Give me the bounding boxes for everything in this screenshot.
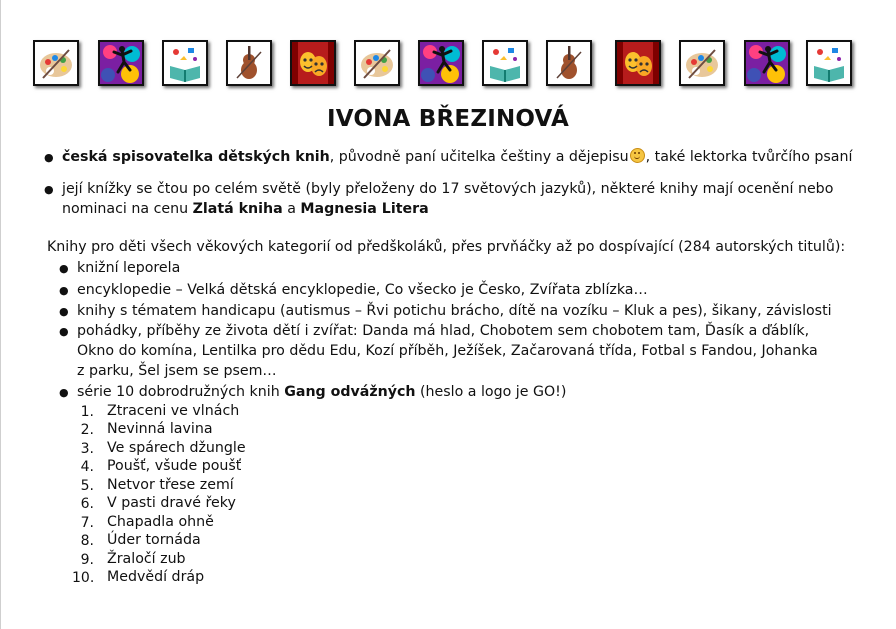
series-number: 9. <box>80 552 94 568</box>
series-title: V pasti dravé řeky <box>107 495 236 511</box>
list-item: knižní leporela <box>77 260 181 276</box>
list-item-line: z parku, Šel jsem se psem… <box>77 363 277 379</box>
series-title: Poušť, všude poušť <box>107 458 242 474</box>
bullet-dot: ● <box>59 305 69 318</box>
violin-icon <box>546 40 592 86</box>
series-number: 7. <box>80 515 94 531</box>
list-item <box>77 383 566 402</box>
bullet-dot: ● <box>59 284 69 297</box>
dancer-icon <box>418 40 464 86</box>
list-text: série 10 dobrodružných knih <box>77 384 285 400</box>
series-title: Ztraceni ve vlnách <box>107 403 240 419</box>
series-number: 5. <box>80 478 94 494</box>
award-name: Zlatá kniha <box>192 201 283 217</box>
series-title: Netvor třese zemí <box>107 477 234 493</box>
bullet-dot: ● <box>44 151 54 164</box>
series-number: 6. <box>80 496 94 512</box>
intro-bullet-2-line-1: její knížky se čtou po celém světě (byly přeloženy do 17 světových jazyků), některé knihy mají ocenění nebo <box>62 181 834 197</box>
list-item-line: Okno do komína, Lentilka pro dědu Edu, Kozí příběh, Ježíšek, Začarovaná třída, Fotbal s Fandou, Johanka <box>77 343 818 359</box>
list-item: encyklopedie – Velká dětská encyklopedie, Co všecko je Česko, Zvířata zblízka… <box>77 282 648 298</box>
intro-text: , původně paní učitelka češtiny a dějepisu <box>329 149 629 165</box>
series-title: Úder tornáda <box>107 532 201 548</box>
intro-text: , také lektorka tvůrčího psaní <box>645 149 853 165</box>
bullet-dot: ● <box>44 183 54 196</box>
intro-bullet-1 <box>62 148 852 167</box>
series-number: 1. <box>80 404 94 420</box>
series-number: 2. <box>80 422 94 438</box>
dancer-icon <box>98 40 144 86</box>
page-left-border <box>0 0 1 629</box>
series-number: 8. <box>80 533 94 549</box>
smiley-icon <box>630 148 645 163</box>
violin-icon <box>226 40 272 86</box>
reading-book-icon <box>482 40 528 86</box>
dancer-icon <box>744 40 790 86</box>
reading-book-icon <box>806 40 852 86</box>
series-number: 10. <box>72 570 95 586</box>
palette-icon <box>679 40 725 86</box>
intro-text: nominaci na cenu <box>62 201 193 217</box>
palette-icon <box>33 40 79 86</box>
palette-icon <box>354 40 400 86</box>
series-title: Nevinná lavina <box>107 421 213 437</box>
series-number: 4. <box>80 459 94 475</box>
page-title: IVONA BŘEZINOVÁ <box>327 106 569 132</box>
bullet-dot: ● <box>59 386 69 399</box>
theater-masks-icon <box>615 40 661 86</box>
series-title: Medvědí dráp <box>107 569 205 585</box>
series-number: 3. <box>80 441 94 457</box>
theater-masks-icon <box>290 40 336 86</box>
award-name: Magnesia Litera <box>300 201 429 217</box>
bullet-dot: ● <box>59 262 69 275</box>
series-title: Ve spárech džungle <box>107 440 246 456</box>
reading-book-icon <box>162 40 208 86</box>
list-text: (heslo a logo je GO!) <box>415 384 567 400</box>
lead-paragraph: Knihy pro děti všech věkových kategorií od předškoláků, přes prvňáčky až po dospívající (284 autorských titulů): <box>47 239 846 255</box>
series-title: Chapadla ohně <box>107 514 214 530</box>
intro-bold: česká spisovatelka dětských knih <box>62 149 330 165</box>
series-name: Gang odvážných <box>284 384 416 400</box>
list-item-line: pohádky, příběhy ze života dětí i zvířat: Danda má hlad, Chobotem sem chobotem tam, Ďasík a ďáblík, <box>77 323 810 339</box>
series-title: Žraločí zub <box>107 551 186 567</box>
bullet-dot: ● <box>59 325 69 338</box>
intro-bullet-2-line-2 <box>62 200 429 219</box>
intro-text: a <box>282 201 301 217</box>
list-item: knihy s tématem handicapu (autismus – Řvi potichu brácho, dítě na vozíku – Kluk a pes), šikany, závislosti <box>77 303 832 319</box>
